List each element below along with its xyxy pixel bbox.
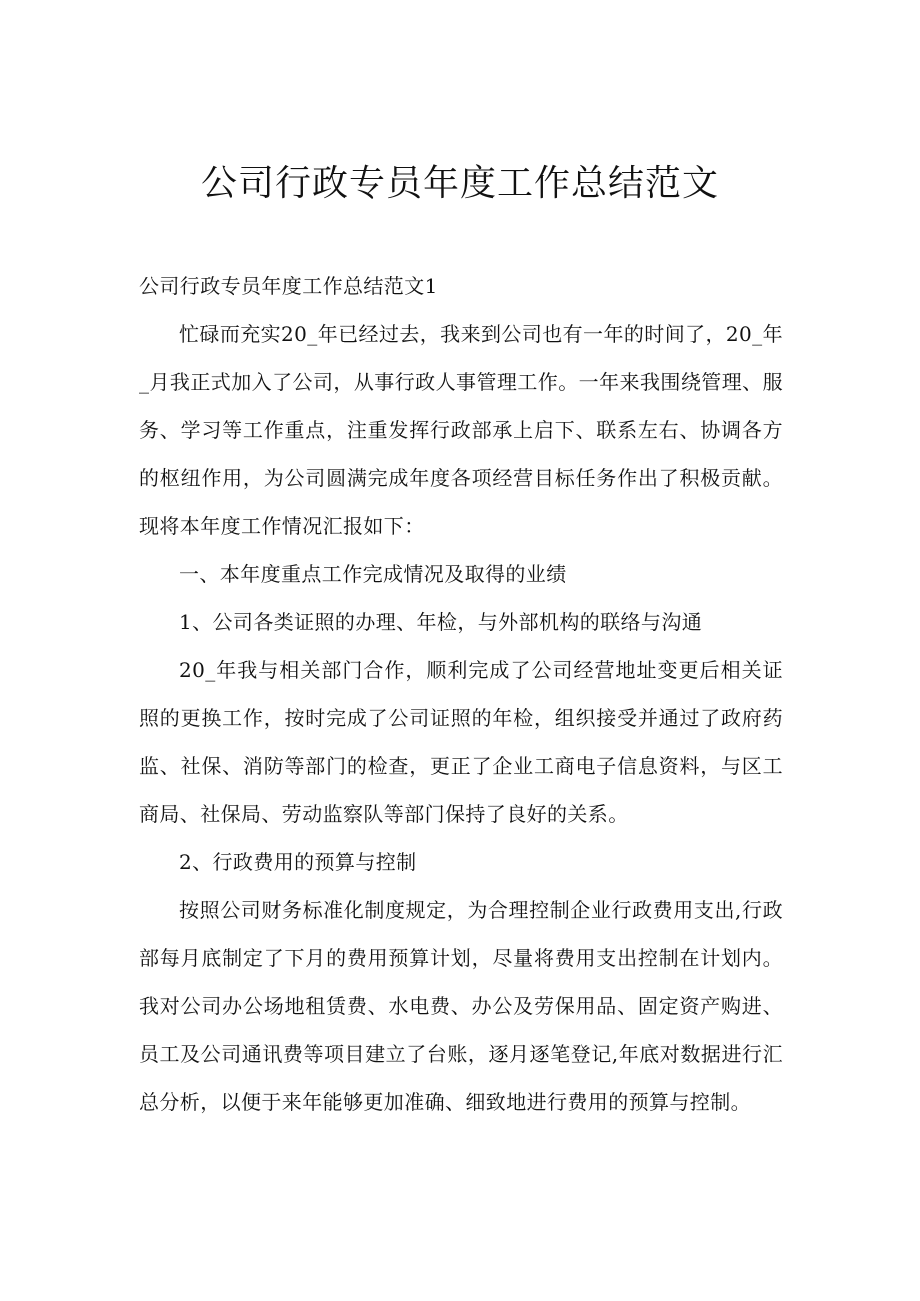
section-heading-1: 一、本年度重点工作完成情况及取得的业绩: [179, 562, 567, 586]
document-subtitle: 公司行政专员年度工作总结范文1: [139, 274, 438, 298]
paragraph-licenses: 20_年我与相关部门合作，顺利完成了公司经营地址变更后相关证照的更换工作，按时完成了公司证照的年检，组织接受并通过了政府药监、社保、消防等部门的检查，更正了企业工商电子信息资料，与区工商局、社保局、劳动监察队等部门保持了良好的关系。: [139, 658, 783, 826]
paragraph-budget: 按照公司财务标准化制度规定，为合理控制企业行政费用支出,行政部每月底制定了下月的费用预算计划，尽量将费用支出控制在计划内。我对公司办公场地租赁费、水电费、办公及劳保用品、固定资产购进、员工及公司通讯费等项目建立了台账，逐月逐笔登记,年底对数据进行汇总分析，以便于来年能够更加准确、细致地进行费用的预算与控制。: [139, 898, 783, 1114]
paragraph-intro: 忙碌而充实20_年已经过去，我来到公司也有一年的时间了，20_年_月我正式加入了公司，从事行政人事管理工作。一年来我围绕管理、服务、学习等工作重点，注重发挥行政部承上启下、联系左右、协调各方的枢纽作用，为公司圆满完成年度各项经营目标任务作出了积极贡献。现将本年度工作情况汇报如下：: [139, 322, 783, 538]
subsection-heading-1: 1、公司各类证照的办理、年检，与外部机构的联络与沟通: [179, 610, 703, 634]
subsection-heading-2: 2、行政费用的预算与控制: [179, 850, 417, 874]
document-title: 公司行政专员年度工作总结范文: [200, 163, 719, 204]
document-body: [139, 262, 783, 1126]
